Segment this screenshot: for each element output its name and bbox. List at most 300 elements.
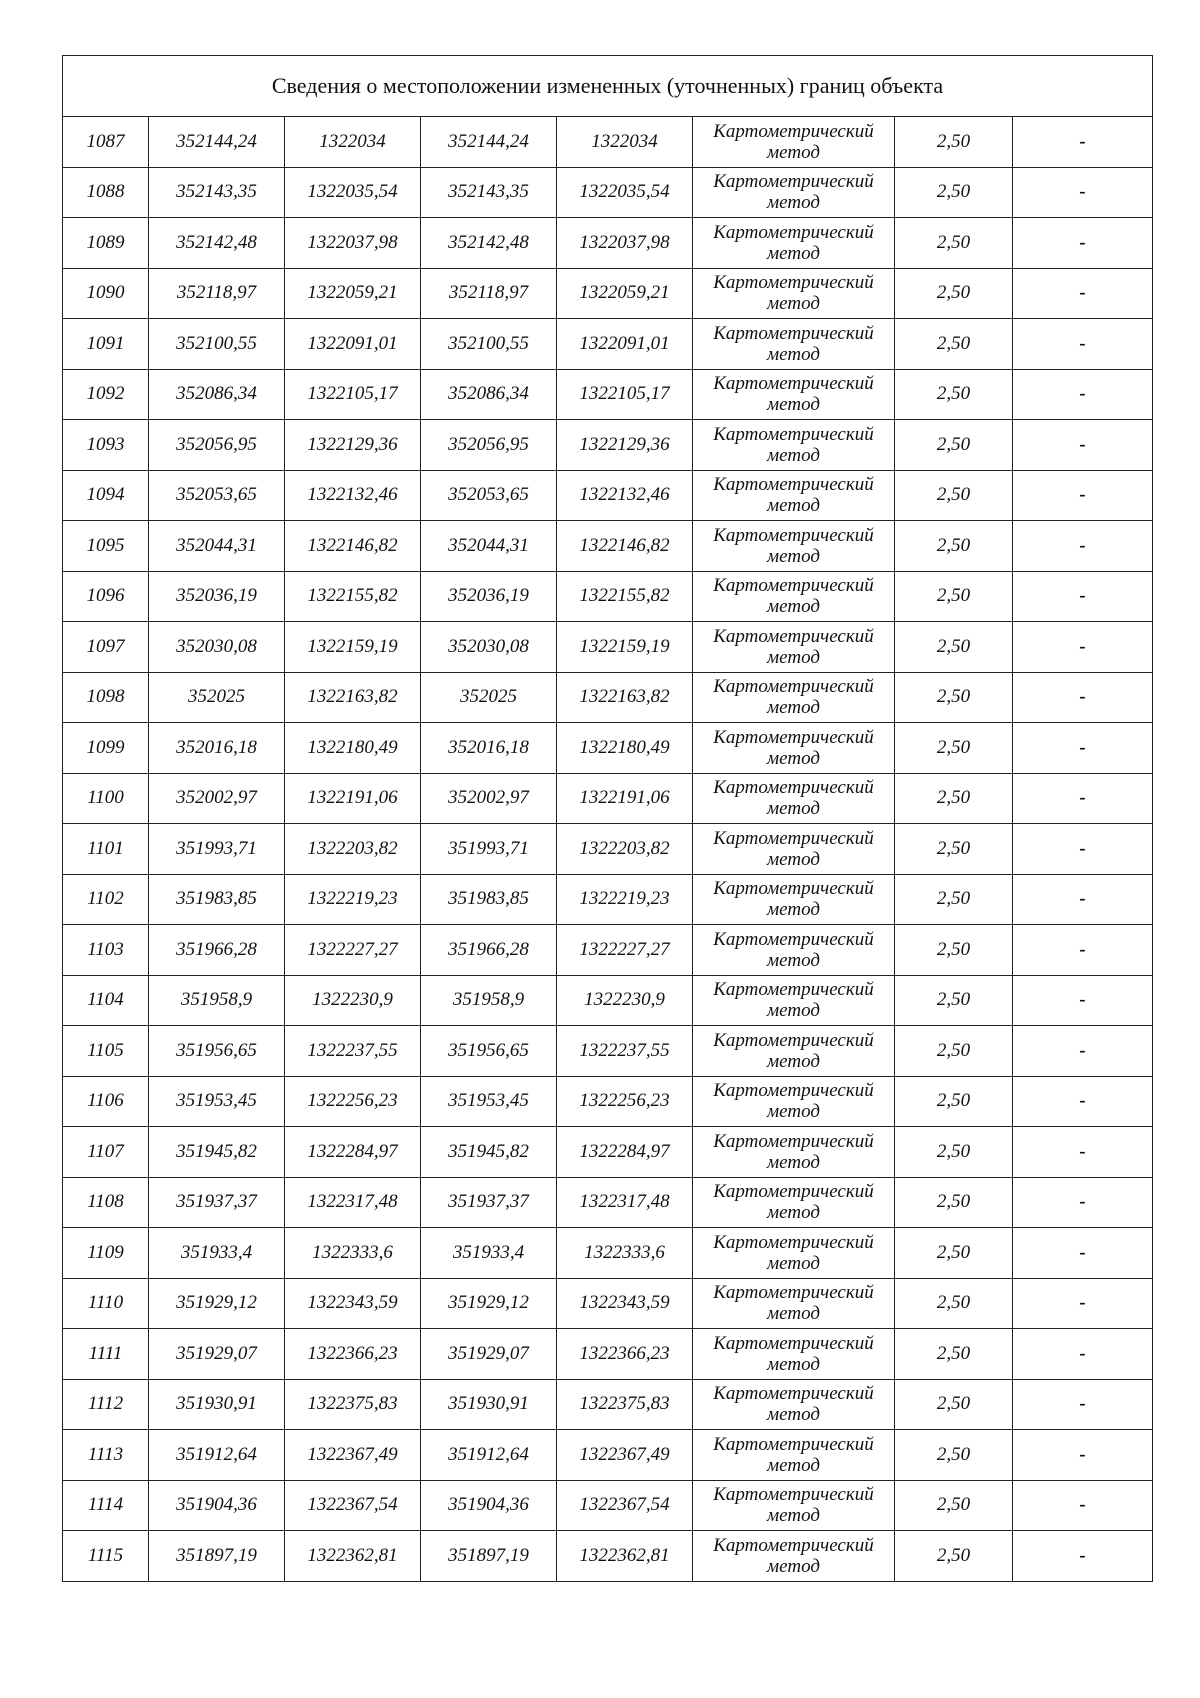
point-number-cell: 1092 [63,369,149,420]
existing-y-cell: 1322366,23 [285,1329,421,1380]
refined-x-cell: 352142,48 [421,218,557,269]
accuracy-cell: 2,50 [895,521,1013,572]
method-line2: метод [767,293,820,315]
existing-y-cell: 1322059,21 [285,268,421,319]
point-number-cell: 1091 [63,319,149,370]
point-number-cell: 1090 [63,268,149,319]
accuracy-cell: 2,50 [895,723,1013,774]
refined-x-cell: 352086,34 [421,369,557,420]
existing-x-cell: 351956,65 [149,1026,285,1077]
existing-y-cell: 1322163,82 [285,672,421,723]
refined-y-cell: 1322203,82 [557,824,693,875]
method-line2: метод [767,444,820,466]
table-row [63,874,1153,925]
refined-x-cell: 352056,95 [421,420,557,471]
note-cell: - [1013,1379,1153,1430]
method-line1: Картометрический [713,1332,874,1354]
method-line1: Картометрический [713,878,874,900]
existing-x-cell: 351966,28 [149,925,285,976]
method-line1: Картометрический [713,1383,874,1405]
method-cell [693,622,895,673]
note-cell: - [1013,925,1153,976]
table-row [63,218,1153,269]
table-title: Сведения о местоположении измененных (уточненных) границ объекта [63,56,1153,117]
point-number-cell: 1109 [63,1228,149,1279]
refined-x-cell: 351953,45 [421,1076,557,1127]
method-line1: Картометрический [713,979,874,1001]
existing-y-cell: 1322159,19 [285,622,421,673]
accuracy-cell: 2,50 [895,369,1013,420]
existing-x-cell: 352086,34 [149,369,285,420]
method-line2: метод [767,1151,820,1173]
refined-x-cell: 351993,71 [421,824,557,875]
refined-y-cell: 1322284,97 [557,1127,693,1178]
note-cell: - [1013,470,1153,521]
table-row [63,268,1153,319]
existing-y-cell: 1322343,59 [285,1278,421,1329]
table-row [63,1278,1153,1329]
accuracy-cell: 2,50 [895,1278,1013,1329]
refined-x-cell: 352002,97 [421,773,557,824]
accuracy-cell: 2,50 [895,420,1013,471]
method-cell [693,571,895,622]
existing-y-cell: 1322132,46 [285,470,421,521]
refined-x-cell: 351897,19 [421,1531,557,1582]
method-line2: метод [767,1202,820,1224]
point-number-cell: 1096 [63,571,149,622]
refined-x-cell: 351930,91 [421,1379,557,1430]
accuracy-cell: 2,50 [895,1480,1013,1531]
method-cell [693,723,895,774]
existing-x-cell: 352053,65 [149,470,285,521]
existing-y-cell: 1322191,06 [285,773,421,824]
point-number-cell: 1106 [63,1076,149,1127]
accuracy-cell: 2,50 [895,218,1013,269]
note-cell: - [1013,1430,1153,1481]
accuracy-cell: 2,50 [895,622,1013,673]
note-cell: - [1013,218,1153,269]
method-line1: Картометрический [713,474,874,496]
note-cell: - [1013,622,1153,673]
method-line1: Картометрический [713,1484,874,1506]
method-cell [693,1531,895,1582]
method-line1: Картометрический [713,322,874,344]
existing-x-cell: 352016,18 [149,723,285,774]
refined-y-cell: 1322367,54 [557,1480,693,1531]
accuracy-cell: 2,50 [895,773,1013,824]
method-line2: метод [767,394,820,416]
table-row [63,1379,1153,1430]
refined-x-cell: 351904,36 [421,1480,557,1531]
method-cell [693,218,895,269]
existing-x-cell: 352044,31 [149,521,285,572]
method-line2: метод [767,949,820,971]
refined-y-cell: 1322146,82 [557,521,693,572]
existing-x-cell: 351958,9 [149,975,285,1026]
method-line1: Картометрический [713,777,874,799]
method-line1: Картометрический [713,575,874,597]
note-cell: - [1013,824,1153,875]
method-line2: метод [767,343,820,365]
point-number-cell: 1113 [63,1430,149,1481]
method-line1: Картометрический [713,423,874,445]
refined-y-cell: 1322132,46 [557,470,693,521]
method-line2: метод [767,1252,820,1274]
method-line1: Картометрический [713,1282,874,1304]
method-line2: метод [767,242,820,264]
existing-x-cell: 352143,35 [149,167,285,218]
existing-x-cell: 351953,45 [149,1076,285,1127]
existing-y-cell: 1322375,83 [285,1379,421,1430]
table-row [63,1127,1153,1178]
refined-x-cell: 351912,64 [421,1430,557,1481]
existing-x-cell: 352025 [149,672,285,723]
point-number-cell: 1095 [63,521,149,572]
method-line1: Картометрический [713,928,874,950]
note-cell: - [1013,723,1153,774]
method-line1: Картометрический [713,1433,874,1455]
point-number-cell: 1102 [63,874,149,925]
note-cell: - [1013,268,1153,319]
refined-x-cell: 352143,35 [421,167,557,218]
refined-x-cell: 352100,55 [421,319,557,370]
accuracy-cell: 2,50 [895,470,1013,521]
point-number-cell: 1110 [63,1278,149,1329]
refined-y-cell: 1322317,48 [557,1177,693,1228]
point-number-cell: 1101 [63,824,149,875]
method-line1: Картометрический [713,827,874,849]
method-line1: Картометрический [713,120,874,142]
method-line2: метод [767,141,820,163]
existing-y-cell: 1322219,23 [285,874,421,925]
existing-y-cell: 1322333,6 [285,1228,421,1279]
existing-x-cell: 351945,82 [149,1127,285,1178]
method-line2: метод [767,899,820,921]
refined-y-cell: 1322256,23 [557,1076,693,1127]
table-row [63,925,1153,976]
method-cell [693,1379,895,1430]
refined-y-cell: 1322227,27 [557,925,693,976]
method-line2: метод [767,1505,820,1527]
method-cell [693,1329,895,1380]
note-cell: - [1013,521,1153,572]
method-line2: метод [767,545,820,567]
existing-y-cell: 1322129,36 [285,420,421,471]
method-cell [693,1076,895,1127]
method-cell [693,1026,895,1077]
method-line2: метод [767,1555,820,1577]
refined-y-cell: 1322091,01 [557,319,693,370]
table-row [63,672,1153,723]
table-row [63,1430,1153,1481]
point-number-cell: 1115 [63,1531,149,1582]
method-cell [693,925,895,976]
method-line2: метод [767,848,820,870]
method-line1: Картометрический [713,676,874,698]
method-line1: Картометрический [713,1029,874,1051]
accuracy-cell: 2,50 [895,319,1013,370]
method-line1: Картометрический [713,1534,874,1556]
refined-y-cell: 1322155,82 [557,571,693,622]
refined-y-cell: 1322366,23 [557,1329,693,1380]
existing-x-cell: 351929,07 [149,1329,285,1380]
existing-y-cell: 1322203,82 [285,824,421,875]
point-number-cell: 1108 [63,1177,149,1228]
existing-x-cell: 352036,19 [149,571,285,622]
existing-y-cell: 1322091,01 [285,319,421,370]
existing-x-cell: 352056,95 [149,420,285,471]
refined-x-cell: 351958,9 [421,975,557,1026]
existing-x-cell: 351897,19 [149,1531,285,1582]
accuracy-cell: 2,50 [895,268,1013,319]
document-page [62,55,1152,1582]
refined-y-cell: 1322159,19 [557,622,693,673]
table-row [63,420,1153,471]
refined-y-cell: 1322362,81 [557,1531,693,1582]
refined-x-cell: 352044,31 [421,521,557,572]
table-row [63,1531,1153,1582]
point-number-cell: 1098 [63,672,149,723]
method-line2: метод [767,798,820,820]
method-cell [693,1228,895,1279]
accuracy-cell: 2,50 [895,672,1013,723]
accuracy-cell: 2,50 [895,1228,1013,1279]
refined-y-cell: 1322375,83 [557,1379,693,1430]
method-line2: метод [767,1000,820,1022]
method-line2: метод [767,1353,820,1375]
refined-y-cell: 1322343,59 [557,1278,693,1329]
refined-x-cell: 352025 [421,672,557,723]
method-cell [693,420,895,471]
refined-y-cell: 1322034 [557,117,693,168]
refined-x-cell: 352144,24 [421,117,557,168]
refined-x-cell: 351929,12 [421,1278,557,1329]
method-cell [693,975,895,1026]
method-cell [693,319,895,370]
note-cell: - [1013,369,1153,420]
refined-x-cell: 352030,08 [421,622,557,673]
table-row [63,319,1153,370]
note-cell: - [1013,420,1153,471]
table-row [63,773,1153,824]
note-cell: - [1013,319,1153,370]
existing-y-cell: 1322317,48 [285,1177,421,1228]
table-row [63,1076,1153,1127]
method-line1: Картометрический [713,1181,874,1203]
refined-y-cell: 1322191,06 [557,773,693,824]
method-cell [693,268,895,319]
refined-x-cell: 351956,65 [421,1026,557,1077]
refined-x-cell: 351983,85 [421,874,557,925]
method-cell [693,824,895,875]
method-line2: метод [767,1050,820,1072]
note-cell: - [1013,1531,1153,1582]
accuracy-cell: 2,50 [895,571,1013,622]
table-row [63,1228,1153,1279]
accuracy-cell: 2,50 [895,925,1013,976]
table-row [63,117,1153,168]
note-cell: - [1013,1076,1153,1127]
method-line2: метод [767,1303,820,1325]
existing-y-cell: 1322367,54 [285,1480,421,1531]
table-row [63,1329,1153,1380]
existing-x-cell: 351937,37 [149,1177,285,1228]
table-row [63,167,1153,218]
accuracy-cell: 2,50 [895,1076,1013,1127]
table-row [63,723,1153,774]
point-number-cell: 1107 [63,1127,149,1178]
method-line1: Картометрический [713,726,874,748]
existing-y-cell: 1322227,27 [285,925,421,976]
note-cell: - [1013,1228,1153,1279]
note-cell: - [1013,1480,1153,1531]
note-cell: - [1013,1278,1153,1329]
point-number-cell: 1111 [63,1329,149,1380]
method-cell [693,1127,895,1178]
refined-y-cell: 1322333,6 [557,1228,693,1279]
refined-y-cell: 1322059,21 [557,268,693,319]
refined-y-cell: 1322035,54 [557,167,693,218]
refined-y-cell: 1322367,49 [557,1430,693,1481]
table-row [63,470,1153,521]
table-row [63,1026,1153,1077]
accuracy-cell: 2,50 [895,1177,1013,1228]
existing-y-cell: 1322237,55 [285,1026,421,1077]
existing-y-cell: 1322037,98 [285,218,421,269]
method-line2: метод [767,596,820,618]
point-number-cell: 1093 [63,420,149,471]
method-cell [693,470,895,521]
existing-y-cell: 1322362,81 [285,1531,421,1582]
method-line1: Картометрический [713,1231,874,1253]
existing-x-cell: 352030,08 [149,622,285,673]
point-number-cell: 1104 [63,975,149,1026]
refined-x-cell: 352118,97 [421,268,557,319]
table-title-row [63,56,1153,117]
refined-x-cell: 351937,37 [421,1177,557,1228]
existing-y-cell: 1322284,97 [285,1127,421,1178]
existing-y-cell: 1322256,23 [285,1076,421,1127]
point-number-cell: 1112 [63,1379,149,1430]
table-row [63,622,1153,673]
accuracy-cell: 2,50 [895,117,1013,168]
existing-y-cell: 1322367,49 [285,1430,421,1481]
point-number-cell: 1114 [63,1480,149,1531]
table-row [63,975,1153,1026]
existing-y-cell: 1322230,9 [285,975,421,1026]
refined-y-cell: 1322129,36 [557,420,693,471]
refined-x-cell: 351966,28 [421,925,557,976]
accuracy-cell: 2,50 [895,1329,1013,1380]
point-number-cell: 1094 [63,470,149,521]
note-cell: - [1013,167,1153,218]
table-row [63,571,1153,622]
existing-x-cell: 352144,24 [149,117,285,168]
existing-x-cell: 351993,71 [149,824,285,875]
existing-y-cell: 1322146,82 [285,521,421,572]
point-number-cell: 1099 [63,723,149,774]
method-line2: метод [767,495,820,517]
method-cell [693,672,895,723]
note-cell: - [1013,117,1153,168]
method-line1: Картометрический [713,524,874,546]
point-number-cell: 1088 [63,167,149,218]
method-line1: Картометрический [713,625,874,647]
point-number-cell: 1105 [63,1026,149,1077]
accuracy-cell: 2,50 [895,975,1013,1026]
method-cell [693,874,895,925]
accuracy-cell: 2,50 [895,167,1013,218]
existing-x-cell: 351930,91 [149,1379,285,1430]
accuracy-cell: 2,50 [895,1531,1013,1582]
note-cell: - [1013,773,1153,824]
refined-y-cell: 1322237,55 [557,1026,693,1077]
point-number-cell: 1089 [63,218,149,269]
note-cell: - [1013,874,1153,925]
method-cell [693,167,895,218]
refined-x-cell: 352053,65 [421,470,557,521]
existing-x-cell: 351983,85 [149,874,285,925]
point-number-cell: 1103 [63,925,149,976]
refined-x-cell: 352036,19 [421,571,557,622]
existing-y-cell: 1322034 [285,117,421,168]
method-line2: метод [767,192,820,214]
method-line1: Картометрический [713,1130,874,1152]
note-cell: - [1013,1329,1153,1380]
refined-x-cell: 351929,07 [421,1329,557,1380]
refined-y-cell: 1322219,23 [557,874,693,925]
point-number-cell: 1097 [63,622,149,673]
note-cell: - [1013,1127,1153,1178]
method-cell [693,521,895,572]
note-cell: - [1013,1026,1153,1077]
existing-x-cell: 352002,97 [149,773,285,824]
table-row [63,369,1153,420]
method-line1: Картометрический [713,373,874,395]
table-row [63,1177,1153,1228]
accuracy-cell: 2,50 [895,824,1013,875]
method-line2: метод [767,747,820,769]
existing-x-cell: 352142,48 [149,218,285,269]
existing-x-cell: 351929,12 [149,1278,285,1329]
method-line2: метод [767,1101,820,1123]
note-cell: - [1013,672,1153,723]
method-line2: метод [767,1404,820,1426]
method-cell [693,1278,895,1329]
method-line2: метод [767,1454,820,1476]
method-line2: метод [767,697,820,719]
refined-y-cell: 1322105,17 [557,369,693,420]
method-line1: Картометрический [713,1080,874,1102]
existing-x-cell: 352118,97 [149,268,285,319]
accuracy-cell: 2,50 [895,1127,1013,1178]
existing-y-cell: 1322180,49 [285,723,421,774]
existing-y-cell: 1322035,54 [285,167,421,218]
table-row [63,1480,1153,1531]
existing-y-cell: 1322155,82 [285,571,421,622]
point-number-cell: 1087 [63,117,149,168]
existing-x-cell: 351912,64 [149,1430,285,1481]
method-cell [693,1177,895,1228]
method-line2: метод [767,646,820,668]
refined-x-cell: 351933,4 [421,1228,557,1279]
method-cell [693,773,895,824]
accuracy-cell: 2,50 [895,874,1013,925]
refined-y-cell: 1322163,82 [557,672,693,723]
method-cell [693,369,895,420]
refined-x-cell: 351945,82 [421,1127,557,1178]
note-cell: - [1013,1177,1153,1228]
